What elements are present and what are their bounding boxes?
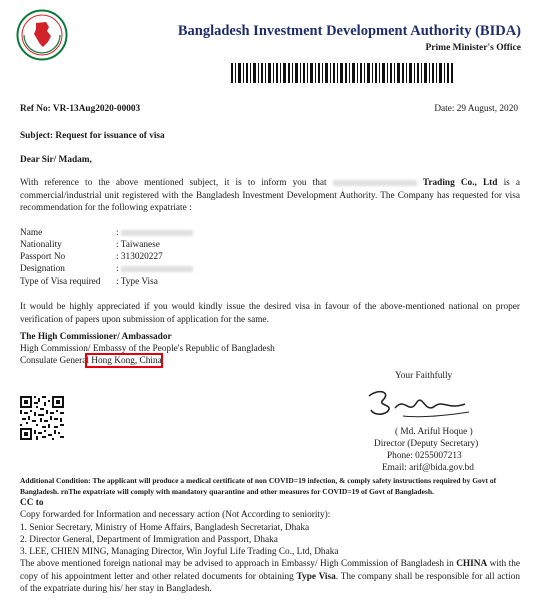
subject-line: Subject: Request for issuance of visa — [20, 131, 165, 141]
field-label-designation: Designation — [20, 264, 65, 274]
additional-condition-text: The applicant will produce a medical certificate of non COVID=19 infection, & comply safety instructions required by Govt of Bangladesh. rnThe expatriate will comply with mandatory quarantine and other measures for COVID=19 of Govt of Bangladesh. — [20, 476, 497, 496]
final-text-part2: with the copy of his appointment letter and other related documents for obtaining — [20, 559, 520, 582]
organization-name: Bangladesh Investment Development Authority (BIDA) — [177, 23, 521, 39]
signatory-phone: Phone: 0255007213 — [387, 451, 462, 461]
addressee-city: Hong Kong, China — [91, 356, 162, 366]
company-name-suffix: Trading Co., Ltd — [422, 178, 498, 188]
final-visa-type: Type Visa — [296, 571, 336, 582]
final-paragraph — [20, 558, 520, 596]
final-text-part1: The above mentioned foreign national may be advised to approach in Embassy/ High Commission of Bangladesh in — [20, 559, 454, 569]
additional-condition — [20, 476, 520, 498]
signatory-name: ( Md. Ariful Hoque ) — [395, 427, 473, 437]
salutation: Dear Sir/ Madam, — [20, 155, 92, 165]
addressee-line2: Consulate General Hong Kong, China — [20, 356, 162, 366]
cc-item: 1. Senior Secretary, Ministry of Home Affairs, Bangladesh Secretariat, Dhaka — [20, 523, 310, 533]
signatory-email: Email: arif@bida.gov.bd — [382, 463, 474, 473]
cc-intro: Copy forwarded for Information and necessary action (Not According to seniority): — [20, 510, 331, 520]
additional-condition-label: Additional Condition: — [20, 476, 91, 485]
field-value-visa-type: : Type Visa — [116, 277, 158, 287]
addressee-title: The High Commissioner/ Ambassador — [20, 332, 172, 342]
field-value-designation: : — [116, 263, 193, 276]
barcode — [231, 63, 453, 83]
field-label-nationality: Nationality — [20, 240, 62, 250]
field-value-name: : — [116, 227, 193, 240]
field-value-passport: : 313020227 — [116, 252, 163, 262]
reference-number: Ref No: VR-13Aug2020-00003 — [20, 104, 141, 114]
cc-item: 2. Director General, Department of Immigration and Passport, Dhaka — [20, 535, 278, 545]
letter-date: Date: 29 August, 2020 — [434, 104, 518, 114]
field-label-visa-type: Type of Visa required — [20, 277, 101, 287]
intro-paragraph — [20, 177, 520, 215]
redacted-company-name — [333, 180, 417, 186]
field-label-passport: Passport No — [20, 252, 66, 262]
final-text-part3: . The company shall be responsible for all action of the expatriate during his/ her stay in Bangladesh. — [20, 571, 520, 595]
office-name: Prime Minister's Office — [425, 43, 521, 53]
request-paragraph: It would be highly appreciated if you would kindly issue the desired visa in favour of the above-mentioned national on proper verification of papers upon submission of application for the same. — [20, 302, 520, 325]
addressee-line1: High Commission/ Embassy of the People's Republic of Bangladesh — [20, 344, 275, 354]
city-highlight-box — [85, 353, 163, 368]
qr-code — [20, 396, 64, 440]
cc-item: 3. LEE, CHIEN MING, Managing Director, Win Joyful Life Trading Co., Ltd, Dhaka — [20, 547, 339, 557]
intro-text-part1: With reference to the above mentioned subject, it is to inform you that — [20, 178, 327, 188]
signature-image — [365, 386, 475, 424]
signatory-designation: Director (Deputy Secretary) — [374, 439, 479, 449]
intro-text-part2: is a commercial/industrial unit registered with the Bangladesh Investment Development Authority. The Company has requested for visa recommendation for the following expatriate : — [20, 178, 521, 214]
field-label-name: Name — [20, 228, 43, 238]
government-emblem-logo — [16, 9, 68, 61]
final-country: CHINA — [456, 559, 488, 569]
cc-title: CC to — [20, 498, 44, 508]
field-value-nationality: : Taiwanese — [116, 240, 160, 250]
closing-text: Your Faithfully — [395, 371, 453, 381]
